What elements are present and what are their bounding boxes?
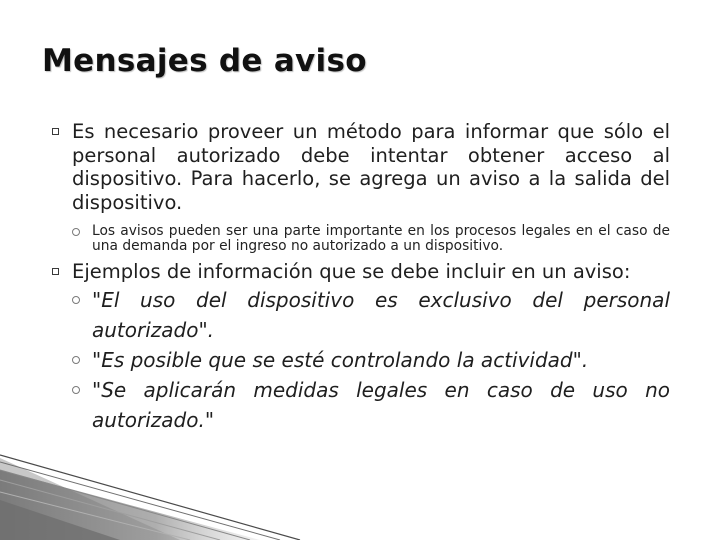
circle-bullet-icon	[72, 228, 80, 236]
square-bullet-icon	[52, 128, 59, 135]
circle-bullet-icon	[72, 356, 80, 364]
sub-bullet-item	[52, 345, 670, 375]
sub-bullet-text: Los avisos pueden ser una parte importante en los procesos legales en el caso de una demanda por el ingreso no autorizado a un dispositivo.	[92, 223, 670, 254]
square-bullet-icon	[52, 268, 59, 275]
sub-bullet-text: "El uso del dispositivo es exclusivo del personal autorizado".	[92, 287, 670, 342]
bullet-item-2	[52, 260, 670, 284]
sub-bullet-item	[52, 285, 670, 345]
circle-bullet-icon	[72, 296, 80, 304]
sub-bullet-item	[52, 375, 670, 435]
circle-bullet-icon	[72, 386, 80, 394]
slide-title: Mensajes de aviso	[42, 43, 367, 79]
sub-bullet-text: "Es posible que se esté controlando la actividad".	[92, 347, 589, 372]
bullet-text: Es necesario proveer un método para informar que sólo el personal autorizado debe intentar obtener acceso al dispositivo. Para hacerlo, se agrega un aviso a la salida del dispositivo.	[72, 120, 670, 214]
bullet-text: Ejemplos de información que se debe incluir en un aviso:	[72, 260, 631, 283]
sub-bullet-text: "Se aplicarán medidas legales en caso de uso no autorizado."	[92, 377, 670, 432]
bullet-item-1	[52, 120, 670, 214]
slide-body	[52, 120, 670, 435]
sub-bullet-item	[52, 224, 670, 254]
